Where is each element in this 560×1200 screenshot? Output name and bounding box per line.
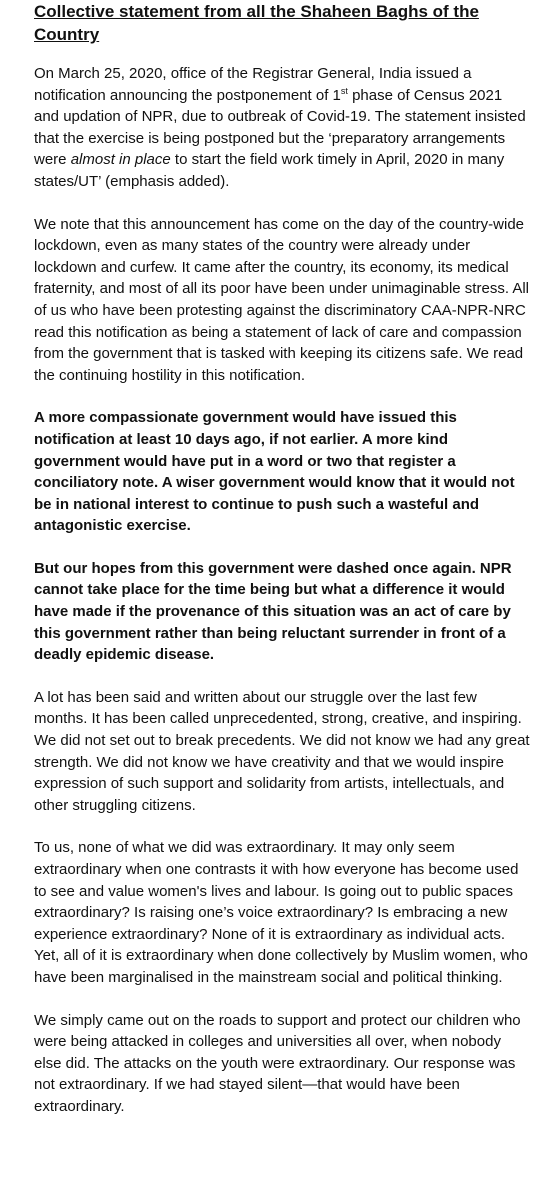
spacer	[34, 46, 530, 63]
spacer	[34, 537, 530, 558]
spacer	[34, 386, 530, 407]
paragraph-came-out-on-roads: We simply came out on the roads to support and protect our children who were being attacked in colleges and universities all over, when nobody else did. The attacks on the youth were extraordinary. Our response was not extraordinary. If we had stayed silent—that would have been extraordinary.	[34, 1011, 521, 1115]
spacer	[34, 989, 530, 1010]
paragraph-1-text-c: to start the field work timely in April, 2020 in many states/UT’ (emphasis added).	[34, 151, 505, 190]
paragraph-1-text-b: phase of Census 2021 and updation of NPR, due to outbreak of Covid-19. The statement insisted that the exercise is being postponed but the ‘preparatory arrangements were	[34, 86, 526, 169]
emphasis-text: almost in place	[70, 151, 171, 169]
ordinal-superscript: st	[340, 85, 348, 96]
paragraph-1-text-a: On March 25, 2020, office of the Registrar General, India issued a notification announcing the postponement of 1	[34, 65, 472, 104]
paragraph-compassionate-government: A more compassionate government would have issued this notification at least 10 days ago, if not earlier. A more kind government would have put in a word or two that register a conciliatory note. A wiser government would know that it would not be in national interest to continue to push such a wasteful and antagonistic exercise.	[34, 409, 515, 535]
paragraph-our-struggle: A lot has been said and written about our struggle over the last few months. It has been called unprecedented, strong, creative, and inspiring. We did not set out to break precedents. We did not know we had any great strength. We did not know we have creativity and that we would inspire expression of such support and solidarity from artists, intellectuals, and other struggling citizens.	[34, 688, 530, 814]
document-title: Collective statement from all the Shaheen Baghs of the Country	[34, 2, 479, 44]
spacer	[34, 666, 530, 687]
paragraph-census-notification	[34, 63, 530, 193]
paragraph-lockdown-announcement: We note that this announcement has come on the day of the country-wide lockdown, even as many states of the country were already under lockdown and curfew. It came after the country, its economy, its medical fraternity, and most of all its poor have been under unimaginable stress. All of us who have been protesting against the discriminatory CAA-NPR-NRC read this notification as being a statement of lack of care and compassion from the government that is tasked with keeping its citizens safe. We read the continuing hostility in this notification.	[34, 215, 529, 384]
paragraph-hopes-dashed: But our hopes from this government were dashed once again. NPR cannot take place for the time being but what a difference it would have made if the provenance of this situation was an act of care by this government rather than being reluctant surrender in front of a deadly epidemic disease.	[34, 559, 512, 664]
spacer	[34, 193, 530, 214]
paragraph-nothing-extraordinary: To us, none of what we did was extraordinary. It may only seem extraordinary when one contrasts it with how everyone has become used to see and value women's lives and labour. Is going out to public spaces extraordinary? Is raising one’s voice extraordinary? Is embracing a new experience extraordinary? None of it is extraordinary as individual acts. Yet, all of it is extraordinary when done collectively by Muslim women, who have been marginalised in the mainstream social and political thinking.	[34, 839, 528, 986]
spacer	[34, 816, 530, 837]
